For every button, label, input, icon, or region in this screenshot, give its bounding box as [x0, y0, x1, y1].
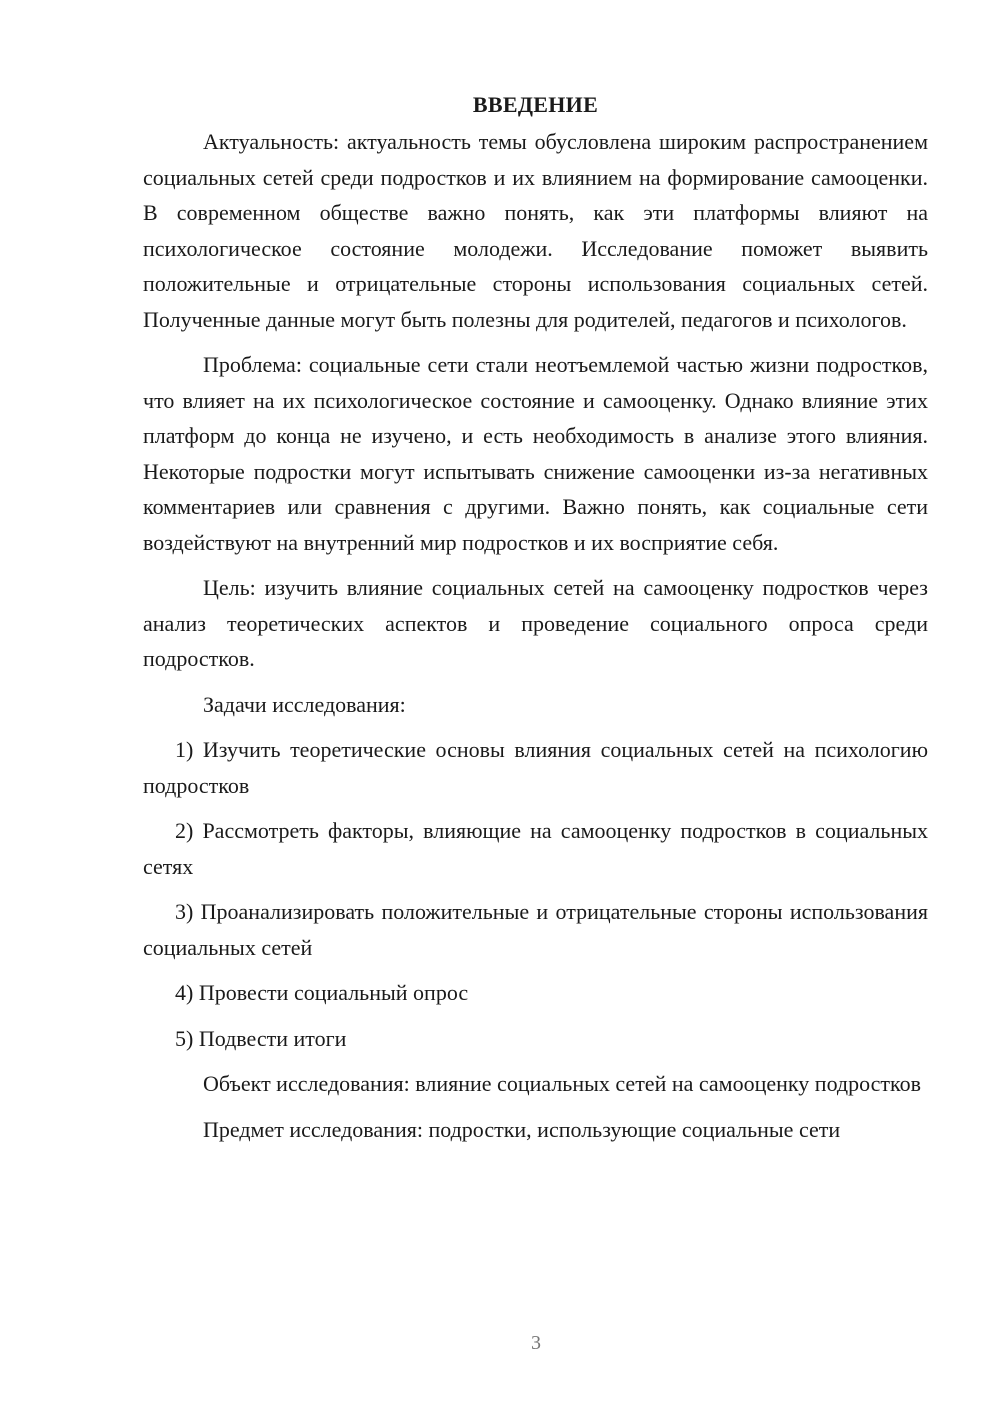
page-content — [143, 90, 928, 1157]
page-number: 3 — [531, 1332, 541, 1354]
task-item-4: 4) Провести социальный опрос — [175, 980, 469, 1005]
paragraph-problem: Проблема: социальные сети стали неотъемлемой частью жизни подростков, что влияет на их психологическое состояние и самооценку. Однако влияние этих платформ до конца не изучено, и есть необходимость в анализе этого влияния. Некоторые подростки могут испытывать снижение самооценки из-за негативных комментариев или сравнения с другими. Важно понять, как социальные сети воздействуют на внутренний мир подростков и их восприятие себя. — [143, 352, 928, 555]
paragraph-relevance: Актуальность: актуальность темы обусловлена широким распространением социальных сетей среди подростков и их влиянием на формирование самооценки. В современном обществе важно понять, как эти платформы влияют на психологическое состояние молодежи. Исследование поможет выявить положительные и отрицательные стороны использования социальных сетей. Полученные данные могут быть полезны для родителей, педагогов и психологов. — [143, 129, 928, 332]
task-item-3: 3) Проанализировать положительные и отрицательные стороны использования социальных сетей — [143, 899, 928, 960]
paragraph-object: Объект исследования: влияние социальных сетей на самооценку подростков — [203, 1071, 922, 1096]
section-title: ВВЕДЕНИЕ — [472, 92, 599, 117]
task-item-5: 5) Подвести итоги — [175, 1025, 347, 1051]
task-item-1: 1) Изучить теоретические основы влияния социальных сетей на психологию подростков — [143, 737, 928, 798]
task-item-2: 2) Рассмотреть факторы, влияющие на самооценку подростков в социальных сетях — [143, 818, 928, 879]
paragraph-goal: Цель: изучить влияние социальных сетей на самооценку подростков через анализ теоретических аспектов и проведение социального опроса среди подростков. — [143, 575, 928, 671]
paragraph-subject: Предмет исследования: подростки, использующие социальные сети — [203, 1116, 841, 1142]
tasks-heading: Задачи исследования: — [203, 691, 406, 717]
